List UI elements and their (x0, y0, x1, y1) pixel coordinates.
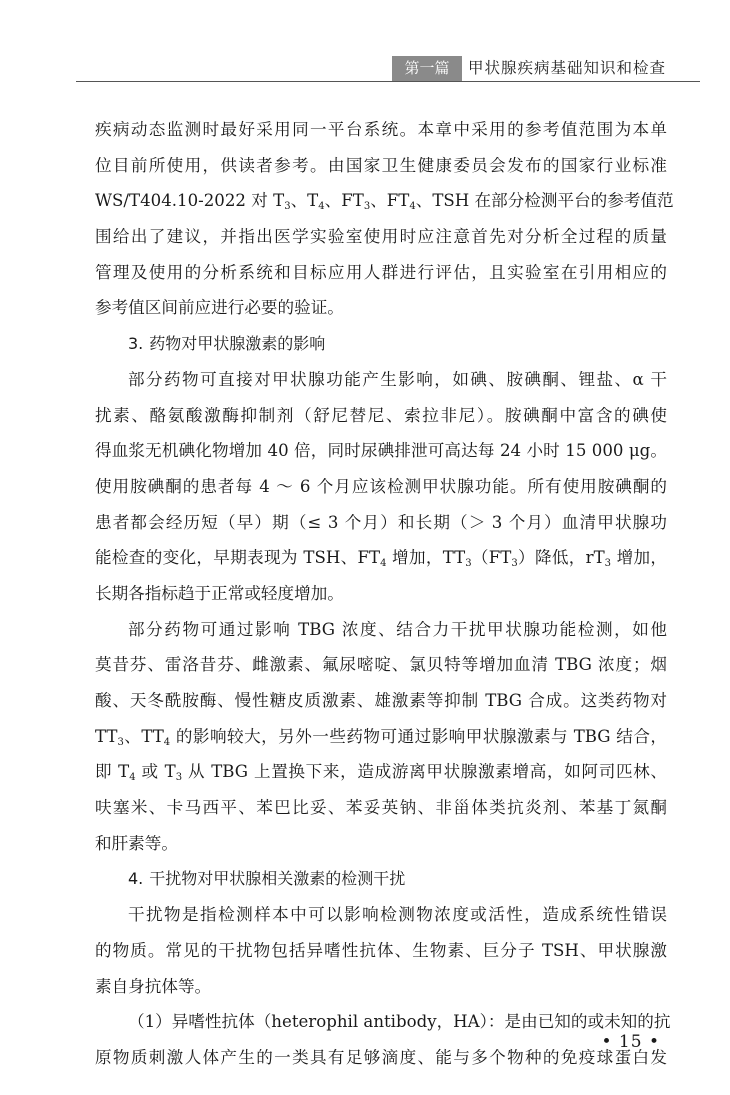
body-line: 围给出了建议，并指出医学实验室使用时应注意首先对分析全过程的质量 (95, 227, 667, 247)
body-line: 参考值区间前应进行必要的验证。 (95, 298, 344, 318)
body-line: 酸、天冬酰胺酶、慢性糖皮质激素、雄激素等抑制 TBG 合成。这类药物对 (95, 691, 667, 710)
body-line: 呋塞米、卡马西平、苯巴比妥、苯妥英钠、非甾体类抗炎剂、苯基丁氮酮 (95, 798, 667, 818)
body-line: 干扰物是指检测样本中可以影响检测物浓度或活性，造成系统性错误 (128, 905, 667, 925)
page-body (95, 112, 674, 1076)
body-line: 长期各指标趋于正常或轻度增加。 (95, 583, 344, 603)
body-line: 使用胺碘酮的患者每 4 ～ 6 个月应该检测甲状腺功能。所有使用胺碘酮的 (95, 476, 667, 496)
body-line: 管理及使用的分析系统和目标应用人群进行评估，且实验室在引用相应的 (95, 262, 667, 282)
body-line: $TT_3$、$TT_4$ 的影响较大，另外一些药物可通过影响甲状腺激素与 TBG 结合， (95, 726, 667, 748)
body-line: 和肝素等。 (95, 833, 178, 853)
body-line: 患者都会经历短（早）期（≤ 3 个月）和长期（＞ 3 个月）血清甲状腺功 (95, 512, 667, 532)
body-line: 素自身抗体等。 (95, 976, 212, 996)
header-title: 甲状腺疾病基础知识和检查 (468, 59, 667, 77)
body-line: （1）异嗜性抗体（heterophil antibody，HA）：是由已知的或未知的抗 (128, 1012, 671, 1032)
page-number: • 15 • (601, 1032, 660, 1052)
running-header (0, 56, 730, 82)
section-heading (95, 326, 667, 362)
header-rule (76, 81, 700, 82)
section-number: 3. (128, 334, 144, 354)
body-line: 部分药物可直接对甲状腺功能产生影响，如碘、胺碘酮、锂盐、α 干 (128, 369, 667, 389)
body-line: 位目前所使用，供读者参考。由国家卫生健康委员会发布的国家行业标准 (95, 155, 667, 175)
body-line: 部分药物可通过影响 TBG 浓度、结合力干扰甲状腺功能检测，如他 (128, 619, 667, 639)
section-number: 4. (128, 869, 144, 889)
body-line: 疾病动态监测时最好采用同一平台系统。本章中采用的参考值范围为本单 (95, 120, 667, 139)
body-line: 扰素、酪氨酸激酶抑制剂（舒尼替尼、索拉非尼）。胺碘酮中富含的碘使 (95, 405, 667, 425)
header-part-label: 第一篇 (392, 56, 462, 81)
section-heading (95, 861, 667, 897)
body-line: 能检查的变化，早期表现为 TSH、$FT_4$ 增加，$TT_3(FT_3)$降低，$rT_3$ 增加， (95, 548, 668, 570)
body-line: 原物质刺激人体产生的一类具有足够滴度、能与多个物种的免疫球蛋白发 (95, 1047, 667, 1067)
section-title: 药物对甲状腺激素的影响 (149, 334, 326, 354)
body-line: 的物质。常见的干扰物包括异嗜性抗体、生物素、巨分子 TSH、甲状腺激 (95, 940, 667, 960)
section-title: 干扰物对甲状腺相关激素的检测干扰 (149, 869, 406, 889)
body-line: 即 $T_4$ 或 $T_3$ 从 TBG 上置换下来，造成游离甲状腺激素增高，如阿司匹林、 (95, 762, 668, 784)
body-line: 得血浆无机碘化物增加 40 倍，同时尿碘排泄可高达每 24 小时 15 000 μg。 (95, 441, 667, 461)
body-line: 莫昔芬、雷洛昔芬、雌激素、氟尿嘧啶、氯贝特等增加血清 TBG 浓度；烟 (95, 655, 667, 675)
body-line: WS/T404.10-2022 对 $T_3$、$T_4$、$FT_3$、$FT_4$、TSH 在部分检测平台的参考值范 (95, 191, 674, 213)
